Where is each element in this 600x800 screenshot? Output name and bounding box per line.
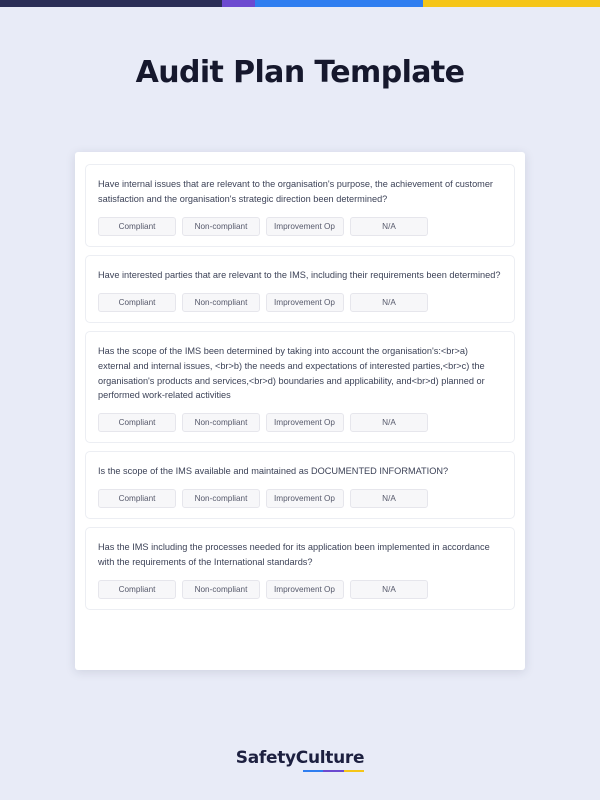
- accent-segment-navy: [0, 0, 222, 7]
- question-text: Is the scope of the IMS available and maintained as DOCUMENTED INFORMATION?: [98, 466, 449, 477]
- question-text: Have interested parties that are relevant to the IMS, including their requirements been determined?: [98, 269, 501, 280]
- option-improvement-opportunity[interactable]: Improvement Op: [266, 413, 344, 432]
- question-card: [85, 451, 515, 519]
- brand-logo: [236, 748, 365, 772]
- option-improvement-opportunity[interactable]: Improvement Op: [266, 293, 344, 312]
- option-non-compliant[interactable]: Non-compliant: [182, 217, 260, 236]
- option-na[interactable]: N/A: [350, 217, 428, 236]
- brand-underline: [303, 770, 365, 773]
- question-text: Has the scope of the IMS been determined by taking into account the organisation's:<br>a) external and internal issues, <br>b) the needs and expectations of interested parties,<br>c) the organisation's products and services,<br>d) boundaries and applicability, and<br>d) planned or performed work-related activities: [98, 345, 485, 401]
- question-card: [85, 255, 515, 323]
- option-compliant[interactable]: Compliant: [98, 217, 176, 236]
- checklist-sheet: [75, 152, 525, 670]
- brand-name: SafetyCulture: [235, 748, 365, 768]
- option-compliant[interactable]: Compliant: [98, 293, 176, 312]
- option-compliant[interactable]: Compliant: [98, 489, 176, 508]
- accent-segment-purple: [222, 0, 255, 7]
- accent-segment-yellow: [423, 0, 600, 7]
- question-card: [85, 331, 515, 444]
- brand-underline-purple: [323, 770, 344, 773]
- question-text: Has the IMS including the processes needed for its application been implemented in accordance with the requirements of the International standards?: [98, 542, 490, 568]
- option-improvement-opportunity[interactable]: Improvement Op: [266, 217, 344, 236]
- option-na[interactable]: N/A: [350, 293, 428, 312]
- answer-options: [98, 580, 502, 599]
- answer-options: [98, 413, 502, 432]
- option-na[interactable]: N/A: [350, 489, 428, 508]
- answer-options: [98, 217, 502, 236]
- question-card: [85, 527, 515, 610]
- option-na[interactable]: N/A: [350, 580, 428, 599]
- option-non-compliant[interactable]: Non-compliant: [182, 413, 260, 432]
- option-non-compliant[interactable]: Non-compliant: [182, 580, 260, 599]
- top-accent-bar: [0, 0, 600, 7]
- answer-options: [98, 489, 502, 508]
- brand-underline-yellow: [344, 770, 365, 773]
- option-na[interactable]: N/A: [350, 413, 428, 432]
- page-title: Audit Plan Template: [135, 55, 465, 90]
- option-compliant[interactable]: Compliant: [98, 413, 176, 432]
- brand-underline-blue: [303, 770, 324, 773]
- accent-segment-blue: [255, 0, 423, 7]
- option-non-compliant[interactable]: Non-compliant: [182, 293, 260, 312]
- answer-options: [98, 293, 502, 312]
- footer: [0, 748, 600, 772]
- option-improvement-opportunity[interactable]: Improvement Op: [266, 580, 344, 599]
- question-text: Have internal issues that are relevant to the organisation's purpose, the achievement of customer satisfaction and the organisation's strategic direction been determined?: [98, 179, 493, 204]
- option-improvement-opportunity[interactable]: Improvement Op: [266, 489, 344, 508]
- question-card: [85, 164, 515, 247]
- option-non-compliant[interactable]: Non-compliant: [182, 489, 260, 508]
- option-compliant[interactable]: Compliant: [98, 580, 176, 599]
